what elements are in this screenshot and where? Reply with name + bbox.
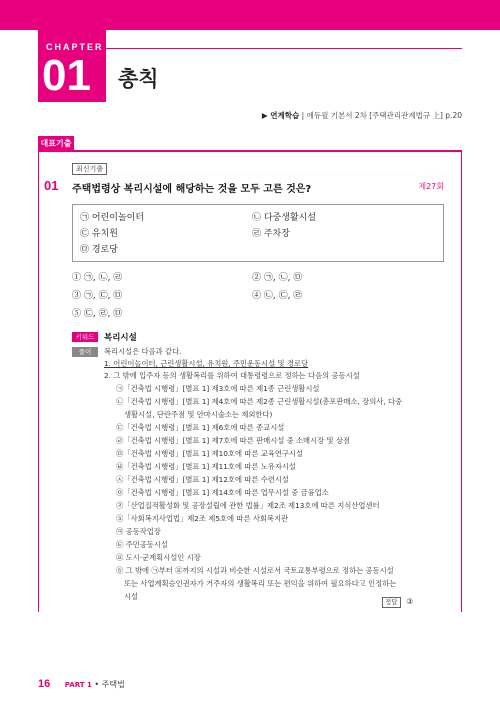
explanation-line: ㉨「산업집적활성화 및 공장설립에 관한 법률」제2조 제13호에 따른 지식산업센터 (116, 501, 380, 510)
explanation-line: ㉢「건축법 시행령」[별표 1] 제6호에 따른 종교시설 (116, 423, 285, 432)
explanation-line: ㉥「건축법 시행령」[별표 1] 제11호에 따른 노유자시설 (116, 462, 296, 471)
choice-item: ㉣ 주차장 (252, 229, 290, 239)
frame-right (461, 152, 462, 612)
answer-label: 정답 (382, 597, 401, 608)
answer-option[interactable]: ④ ㉡, ㉢, ㉣ (252, 291, 303, 301)
explanation-line: ㉣「건축법 시행령」[별표 1] 제7호에 따른 판매시설 중 소매시장 및 상점 (116, 436, 350, 445)
explanation-line: 생활시설, 단란주점 및 안마시술소는 제외한다) (124, 410, 273, 419)
choice-item: ㉢ 유치원 (80, 229, 118, 239)
answer-option[interactable]: ① ㉠, ㉡, ㉣ (72, 273, 123, 283)
explanation-line: 2. 그 밖에 입주자 등의 생활복리를 위하여 대통령령으로 정하는 다음의 공동시설 (104, 371, 360, 380)
chapter-divider (106, 48, 462, 49)
question-text: 주택법령상 복리시설에 해당하는 것을 모두 고른 것은? (72, 184, 312, 195)
section-tab: 대표기출 (38, 136, 74, 151)
answer (382, 597, 413, 608)
reference-prefix: ▶ 연계학습 (261, 111, 300, 120)
explanation-line: 1. 어린이놀이터, 근린생활시설, 유치원, 주민운동시설 및 경로당 (104, 359, 309, 368)
top-color-bar (0, 0, 500, 30)
keyword-chip: 키워드 (72, 332, 98, 342)
section-rule (38, 150, 462, 152)
question-round: 제27회 (418, 182, 444, 191)
keyword-text: 복리시설 (104, 333, 137, 343)
choice-item: ㉠ 어린이놀이터 (80, 213, 145, 223)
answer-option[interactable]: ⑤ ㉢, ㉣, ㉤ (72, 309, 123, 319)
explanation-line: ㉤「건축법 시행령」[별표 1] 제10호에 따른 교육연구시설 (116, 449, 304, 458)
choice-item: ㉤ 경로당 (80, 245, 118, 255)
explanation-line: ㉡「건축법 시행령」[별표 1] 제4호에 따른 제2종 근린생활시설(총포판매소, 장의사, 다중 (116, 397, 403, 406)
explanation-line: ㉠「건축법 시행령」[별표 1] 제3호에 따른 제1종 근린생활시설 (116, 384, 320, 393)
question-number: 01 (44, 178, 59, 193)
explanation-chip: 풀이 (72, 347, 98, 357)
explanation-line: ㉭ 그 밖에 ㉠부터 ㉬까지의 시설과 비슷한 시설로서 국토교통부령으로 정하는 공동시설 (116, 566, 394, 575)
explanation-line: ㉪ 공동작업장 (116, 527, 161, 536)
explanation-line: 또는 사업계획승인권자가 거주자의 생활복리 또는 편익을 위하여 필요하다고 인정하는 (124, 579, 397, 588)
chapter-title: 총칙 (118, 67, 159, 91)
chapter-label: CHAPTER (46, 42, 104, 52)
answer-option[interactable]: ③ ㉠, ㉢, ㉤ (72, 291, 123, 301)
explanation-line: ㉧「건축법 시행령」[별표 1] 제14호에 따른 업무시설 중 금융업소 (116, 488, 329, 497)
answer-value: ③ (406, 597, 414, 606)
footer-title: • 주택법 (94, 680, 125, 689)
explanation-line: ㉩「사회복지사업법」제2조 제5호에 따른 사회복지관 (116, 514, 289, 523)
page-footer (38, 678, 125, 690)
footer-part: PART 1 (64, 681, 92, 689)
chapter-number: 01 (42, 51, 91, 100)
question-tag: 최신기출 (72, 163, 107, 175)
answer-option[interactable]: ② ㉠, ㉡, ㉤ (252, 273, 303, 283)
explanation-line: ㉬ 도시·군계획시설인 시장 (116, 553, 201, 562)
explanation-line: 복리시설은 다음과 같다. (104, 347, 182, 356)
explanation-line: ㉦「건축법 시행령」[별표 1] 제12호에 따른 수련시설 (116, 475, 289, 484)
page-number: 16 (38, 678, 51, 690)
frame-left (38, 152, 39, 612)
explanation-line: ㉫ 주민공동시설 (116, 540, 168, 549)
reference-line (0, 110, 462, 121)
explanation-line: 시설 (124, 592, 139, 601)
reference-text: | 에듀윌 기본서 2차 [주택관리관계법규 上] p.20 (301, 111, 462, 120)
choice-item: ㉡ 다중생활시설 (252, 213, 317, 223)
